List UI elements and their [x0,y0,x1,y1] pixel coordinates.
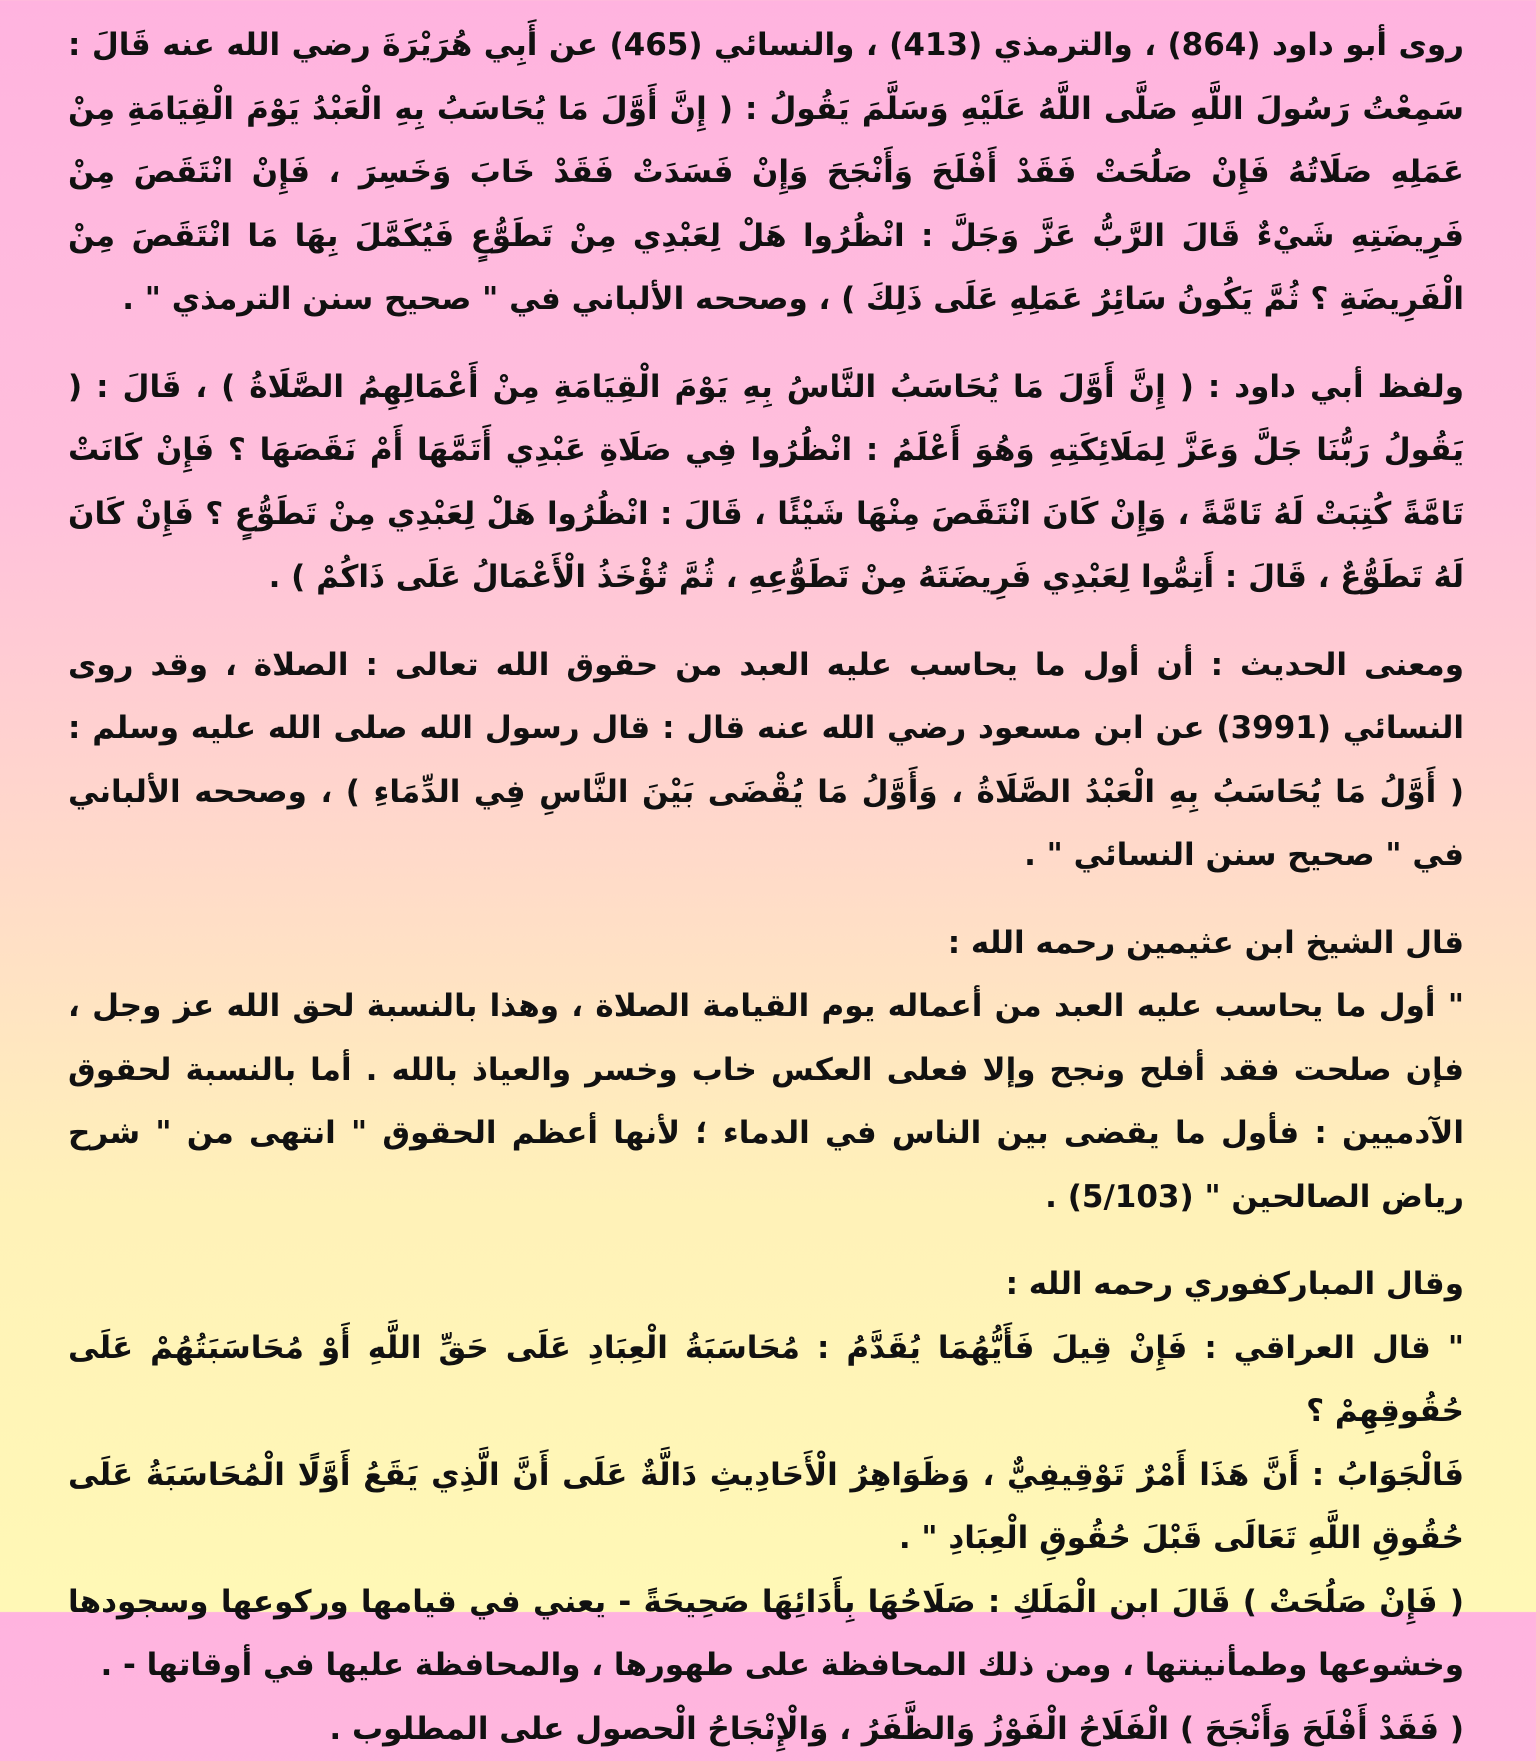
paragraph-abu-dawud-wording: ولفظ أبي داود : ( إِنَّ أَوَّلَ مَا يُحَاسَبُ النَّاسُ بِهِ يَوْمَ الْقِيَامَةِ مِنْ أَعْمَالِهِمُ الصَّلَاةُ ) ، قَالَ : ( يَقُولُ رَبُّنَا جَلَّ وَعَزَّ لِمَلَائِكَتِهِ وَهُوَ أَعْلَمُ : انْظُرُوا فِي صَلَاةِ عَبْدِي أَتَمَّهَا أَمْ نَقَصَهَا ؟ فَإِنْ كَانَتْ تَامَّةً كُتِبَتْ لَهُ تَامَّةً ، وَإِنْ كَانَ انْتَقَصَ مِنْهَا شَيْئًا ، قَالَ : انْظُرُوا هَلْ لِعَبْدِي مِنْ تَطَوُّعٍ ؟ فَإِنْ كَانَ لَهُ تَطَوُّعٌ ، قَالَ : أَتِمُّوا لِعَبْدِي فَرِيضَتَهُ مِنْ تَطَوُّعِهِ ، ثُمَّ تُؤْخَذُ الْأَعْمَالُ عَلَى ذَاكُمْ ) . [68,368,1464,595]
paragraph-hadith-meaning: ومعنى الحديث : أن أول ما يحاسب عليه العبد من حقوق الله تعالى : الصلاة ، وقد روى النسائي (3991) عن ابن مسعود رضي الله عنه قال : قال رسول الله صلى الله عليه وسلم : ( أَوَّلُ مَا يُحَاسَبُ بِهِ الْعَبْدُ الصَّلَاةُ ، وَأَوَّلُ مَا يُقْضَى بَيْنَ النَّاسِ فِي الدِّمَاءِ ) ، وصححه الألباني في " صحيح سنن النسائي " . [68,646,1464,873]
paragraph-hadith-abu-hurairah: روى أبو داود (864) ، والترمذي (413) ، والنسائي (465) عن أَبِي هُرَيْرَةَ رضي الله عنه قَالَ : سَمِعْتُ رَسُولَ اللَّهِ صَلَّى اللَّهُ عَلَيْهِ وَسَلَّمَ يَقُولُ : ( إِنَّ أَوَّلَ مَا يُحَاسَبُ بِهِ الْعَبْدُ يَوْمَ الْقِيَامَةِ مِنْ عَمَلِهِ صَلَاتُهُ فَإِنْ صَلُحَتْ فَقَدْ أَفْلَحَ وَأَنْجَحَ وَإِنْ فَسَدَتْ فَقَدْ خَابَ وَخَسِرَ ، فَإِنْ انْتَقَصَ مِنْ فَرِيضَتِهِ شَيْءٌ قَالَ الرَّبُّ عَزَّ وَجَلَّ : انْظُرُوا هَلْ لِعَبْدِي مِنْ تَطَوُّعٍ فَيُكَمَّلَ بِهَا مَا انْتَقَصَ مِنْ الْفَرِيضَةِ ؟ ثُمَّ يَكُونُ سَائِرُ عَمَلِهِ عَلَى ذَلِكَ ) ، وصححه الألباني في " صحيح سنن الترمذي " . [68,27,1464,317]
paragraph-ibn-uthaymeen-quote: قال الشيخ ابن عثيمين رحمه الله : " أول ما يحاسب عليه العبد من أعماله يوم القيامة الصلاة ، وهذا بالنسبة لحق الله عز وجل ، فإن صلحت فقد أفلح ونجح وإلا فعلى العكس خاب وخسر والعياذ بالله . أما بالنسبة لحقوق الآدميين : فأول ما يقضى بين الناس في الدماء ؛ لأنها أعظم الحقوق " انتهى من " شرح رياض الصالحين " (5/103) . [68,924,1464,1215]
paragraph-mubarakfuri-commentary: وقال المباركفوري رحمه الله : " قال العراقي : فَإِنْ قِيلَ فَأَيُّهُمَا يُقَدَّمُ : مُحَاسَبَةُ الْعِبَادِ عَلَى حَقِّ اللَّهِ أَوْ مُحَاسَبَتُهُمْ عَلَى حُقُوقِهِمْ ؟ فَالْجَوَابُ : أَنَّ هَذَا أَمْرٌ تَوْقِيفِيٌّ ، وَظَوَاهِرُ الْأَحَادِيثِ دَالَّةٌ عَلَى أَنَّ الَّذِي يَقَعُ أَوَّلًا الْمُحَاسَبَةُ عَلَى حُقُوقِ اللَّهِ تَعَالَى قَبْلَ حُقُوقِ الْعِبَادِ " . ( فَإِنْ صَلُحَتْ ) قَالَ ابن الْمَلَكِ : صَلَاحُهَا بِأَدَائِهَا صَحِيحَةً - يعني في قيامها وركوعها وسجودها وخشوعها وطمأنينتها ، ومن ذلك المحافظة على طهورها ، والمحافظة عليها في أوقاتها - . ( فَقَدْ أَفْلَحَ وَأَنْجَحَ ) الْفَلَاحُ الْفَوْزُ وَالظَّفَرُ ، وَالْإِنْجَاحُ الْحصول على المطلوب . [68,1266,1464,1747]
